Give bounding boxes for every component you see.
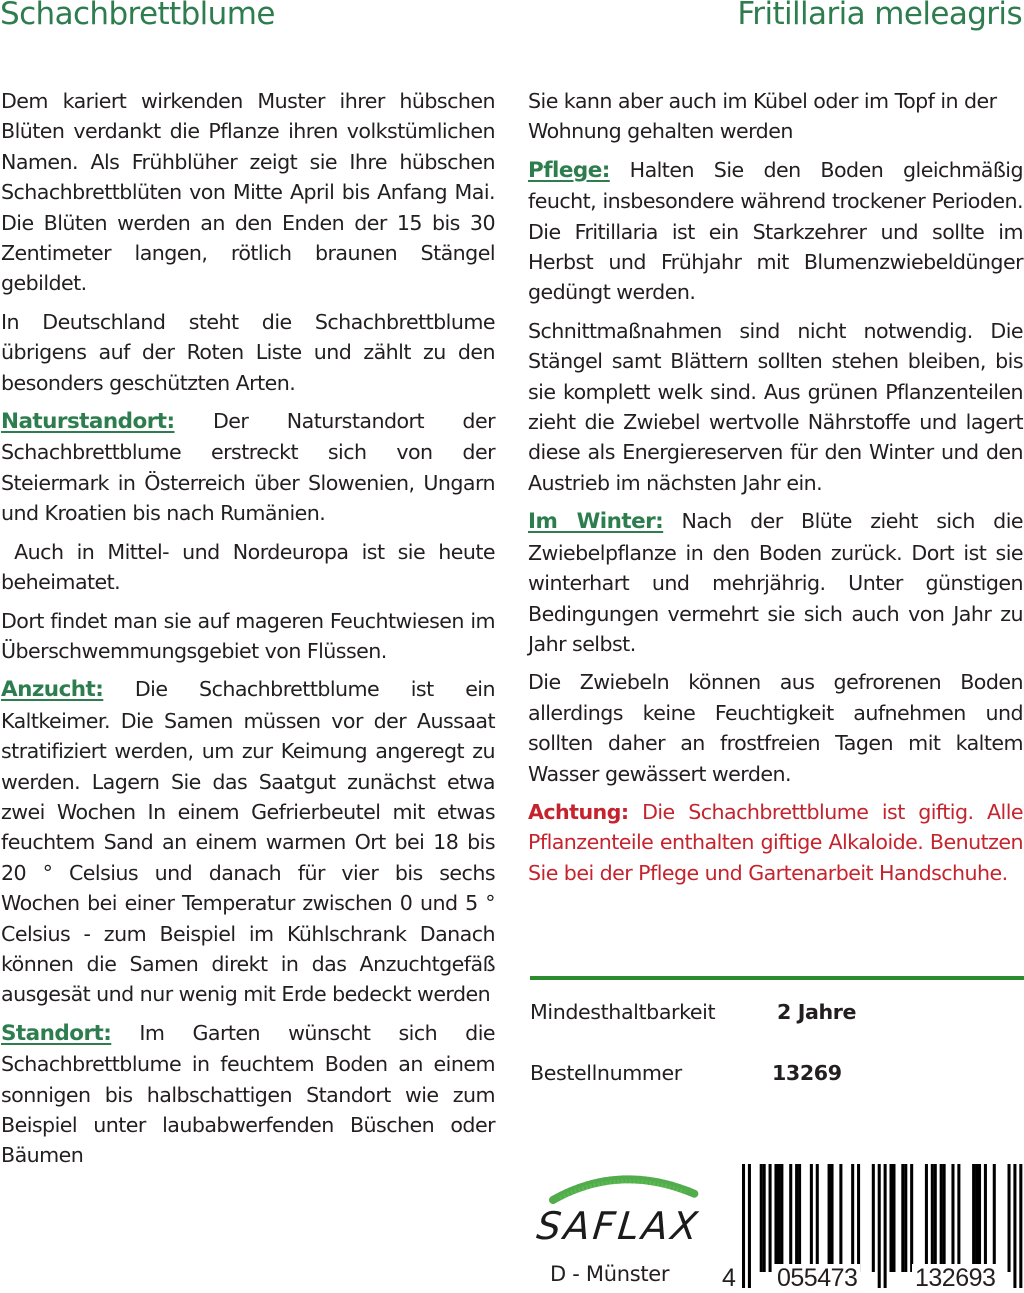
barcode-bar xyxy=(1019,1164,1022,1288)
barcode-bar xyxy=(934,1164,937,1272)
barcode-bar xyxy=(940,1164,943,1272)
pflege-section xyxy=(528,155,1023,308)
standort-text: Im Garten wünscht sich die Schachbrettblume in feuchtem Boden an einem sonnigen bis halbschattigen Standort wie zum Beispiel unter laubabwerfenden Büschen oder Bäumen xyxy=(1,1020,495,1168)
winter-heading: Im Winter: xyxy=(528,509,664,535)
barcode-bar xyxy=(763,1164,766,1272)
intro-paragraph: Dem kariert wirkenden Muster ihrer hübschen Blüten verdankt die Pflanze ihren volkstümlichen Namen. Als Frühblüher zeigt sie Ihre hübschen Schachbrettblüten von Mitte April bis Anfang Mai. Die Blüten werden an den Enden der 15 bis 30 Zentimeter langen, rötlich braunen Stängel gebildet. xyxy=(1,89,495,296)
barcode-bar xyxy=(748,1164,751,1288)
barcode-bar xyxy=(789,1164,792,1272)
barcode-bar xyxy=(951,1164,954,1272)
barcode-bar xyxy=(931,1164,934,1272)
barcode-bar xyxy=(760,1164,763,1272)
barcode-bar xyxy=(857,1164,860,1272)
barcode-bar xyxy=(978,1164,981,1272)
standort-continuation: Sie kann aber auch im Kübel oder im Topf in der Wohnung gehalten werden xyxy=(528,89,997,144)
ean-barcode xyxy=(722,1164,1024,1293)
barcode-bar xyxy=(993,1164,996,1272)
barcode-first-digit: 4 xyxy=(722,1264,736,1292)
order-number-label: Bestellnummer xyxy=(530,1061,682,1085)
barcode-bar xyxy=(851,1164,854,1272)
naturstandort-paragraph-3: Dort findet man sie auf mageren Feuchtwiesen im Überschwemmungsgebiet von Flüssen. xyxy=(1,608,495,663)
barcode-bar xyxy=(957,1164,960,1272)
barcode-bar xyxy=(810,1164,813,1272)
left-column xyxy=(1,86,501,1179)
barcode-bar xyxy=(890,1164,893,1272)
barcode-bar xyxy=(878,1164,881,1288)
anzucht-heading: Anzucht: xyxy=(1,677,104,703)
barcode-bar xyxy=(777,1164,780,1272)
winter-section xyxy=(528,506,1023,659)
barcode-bar xyxy=(769,1164,772,1272)
naturstandort-section xyxy=(1,406,495,529)
warning-section xyxy=(528,797,1023,888)
standort-heading: Standort: xyxy=(1,1020,112,1046)
pflege-heading: Pflege: xyxy=(528,157,610,183)
section-divider xyxy=(530,976,1024,980)
barcode-left-group: 055473 xyxy=(774,1264,860,1293)
barcode-bar xyxy=(892,1164,895,1272)
shelf-life-row xyxy=(530,1000,857,1024)
barcode-bar xyxy=(742,1164,745,1288)
right-column xyxy=(528,86,1023,896)
barcode-bar xyxy=(884,1164,887,1288)
latin-name-title: Fritillaria meleagris xyxy=(737,0,1022,32)
standort-section xyxy=(1,1018,495,1171)
warning-heading: Achtung: xyxy=(528,799,629,824)
barcode-bar xyxy=(780,1164,783,1272)
barcode-bar xyxy=(816,1164,819,1272)
barcode-bar xyxy=(975,1164,978,1272)
naturstandort-heading: Naturstandort: xyxy=(1,409,175,435)
shelf-life-value: 2 Jahre xyxy=(777,1000,857,1024)
winter-paragraph-2: Die Zwiebeln können aus gefrorenen Boden allerdings keine Feuchtigkeit aufnehmen und sollten daher an frostfreien Tagen mit kaltem Wasser gewässert werden. xyxy=(528,670,1023,786)
naturstandort-text: Der Naturstandort der Schachbrettblume erstreckt sich von der Steiermark in Österreich über Slowenien, Ungarn und Kroatien bis nach Rumänien. xyxy=(1,409,495,526)
barcode-bar xyxy=(972,1164,975,1272)
barcode-bar xyxy=(904,1164,907,1272)
barcode-bar xyxy=(828,1164,831,1272)
winter-text: Nach der Blüte zieht sich die Zwiebelpflanze in den Boden zurück. Dort ist sie winterhart und mehrjährig. Unter günstigen Bedingungen vermehrt sie sich auch von Jahr zu Jahr selbst. xyxy=(528,509,1023,656)
barcode-bar xyxy=(984,1164,987,1272)
barcode-bar xyxy=(1013,1164,1016,1288)
order-number-value: 13269 xyxy=(772,1061,842,1085)
barcode-bar xyxy=(831,1164,834,1272)
logo-wordmark: SAFLAX xyxy=(534,1204,703,1248)
barcode-bar xyxy=(925,1164,928,1272)
barcode-bar xyxy=(839,1164,842,1272)
barcode-bar xyxy=(872,1164,875,1272)
naturstandort-paragraph-2: Auch in Mittel- und Nordeuropa ist sie heute beheimatet. xyxy=(1,539,501,595)
barcode-bar xyxy=(1008,1164,1011,1272)
barcode-bar xyxy=(795,1164,798,1272)
barcode-bar xyxy=(943,1164,946,1272)
barcode-bar xyxy=(910,1164,913,1272)
pflege-text: Halten Sie den Boden gleichmäßig feucht, insbesondere während trockener Perioden. Die Fritillaria ist ein Starkzehrer und sollte im Herbst und Frühjahr mit Blumenzwiebeldünger gedüngt werden. xyxy=(528,157,1023,305)
anzucht-section xyxy=(1,674,495,1009)
pflege-paragraph-2: Schnittmaßnahmen sind nicht notwendig. Die Stängel samt Blättern sollten stehen bleiben, bis sie komplett welk sind. Aus grünen Pflanzenteilen zieht die Zwiebel wertvolle Nährstoffe und lagert diese als Energiereserven für den Winter und den Austrieb im nächsten Jahr ein. xyxy=(528,318,1023,495)
barcode-bar xyxy=(774,1164,777,1272)
barcode-bar xyxy=(798,1164,801,1272)
common-name-title: Schachbrettblume xyxy=(0,0,275,32)
brand-location: D - Münster xyxy=(550,1262,670,1286)
warning-text: Die Schachbrettblume ist giftig. Alle Pflanzenteile enthalten giftige Alkaloide. Benutzen Sie bei der Pflege und Gartenarbeit Handschuhe. xyxy=(528,799,1023,885)
shelf-life-label: Mindesthaltbarkeit xyxy=(530,1000,716,1024)
barcode-bar xyxy=(901,1164,904,1272)
red-list-paragraph: In Deutschland steht die Schachbrettblume übrigens auf der Roten Liste und zählt zu den besonders geschützten Arten. xyxy=(1,309,495,395)
barcode-right-group: 132693 xyxy=(912,1264,998,1293)
anzucht-text: Die Schachbrettblume ist ein Kaltkeimer. Die Samen müssen vor der Aussaat stratifiziert werden, um zur Keimung angeregt zu werden. Lagern Sie das Saatgut zunächst etwa zwei Wochen In einem Gefrierbeutel mit etwas feuchtem Sand an einem warmen Ort bei 18 bis 20 ° Celsius und danach für vier bis sechs Wochen bei einer Temperatur zwischen 0 und 5 ° Celsius - zum Beispiel im Kühlschrank Danach können die Samen direkt in das Anzuchtgefäß ausgesät und nur wenig mit Erde bedeckt werden xyxy=(1,677,495,1007)
order-number-row xyxy=(530,1061,842,1085)
saflax-logo xyxy=(535,1170,705,1293)
